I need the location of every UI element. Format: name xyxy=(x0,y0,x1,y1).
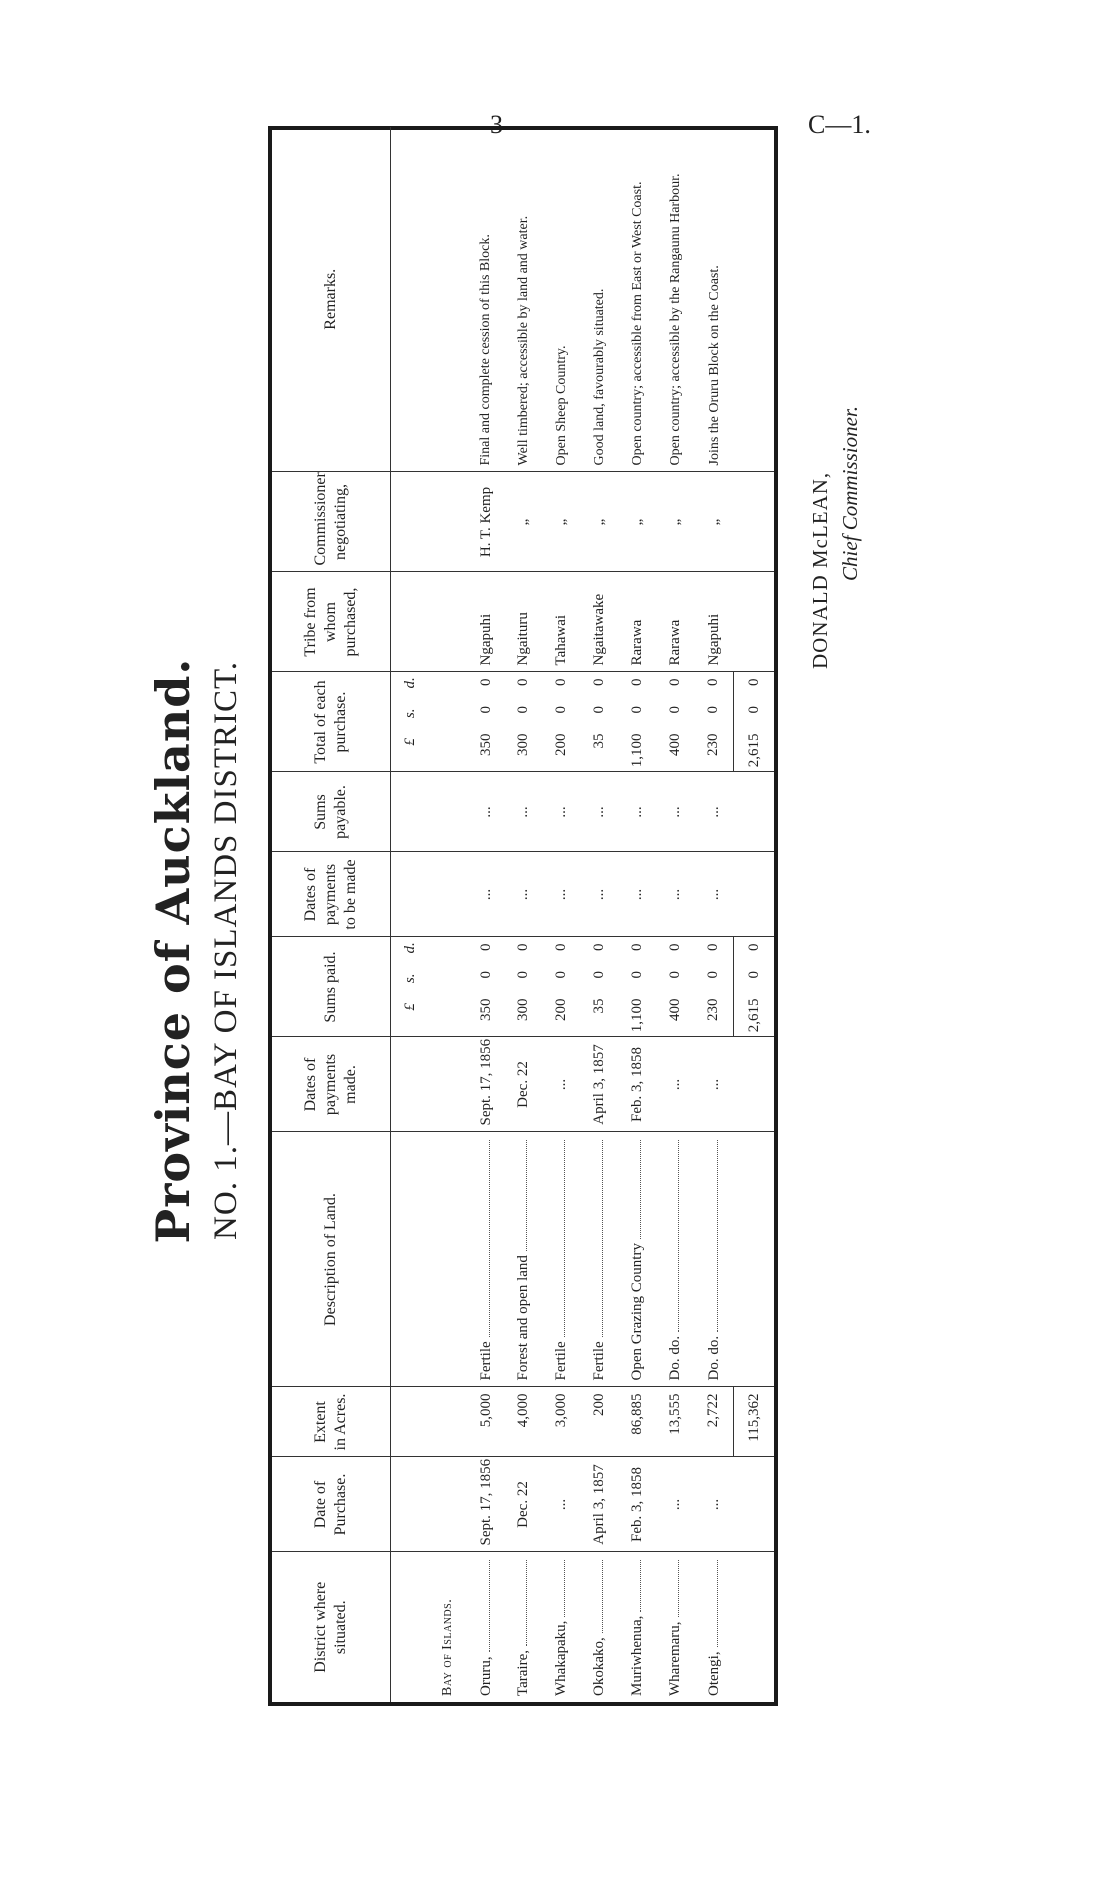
district-name: Whakapaku, xyxy=(553,1620,570,1696)
purchase-total-d: 0 xyxy=(667,678,684,686)
col-district: District where situated. xyxy=(272,1552,391,1702)
sum-payable: ... xyxy=(467,772,505,852)
tribe-name: Ngapuhi xyxy=(467,572,505,672)
purchase-date: ... xyxy=(543,1457,581,1552)
purchase-total-s: 0 xyxy=(629,706,646,714)
sum-paid-d: 0 xyxy=(553,943,570,951)
extent-acres: 5,000 xyxy=(467,1387,505,1457)
signature-name: DONALD McLEAN, xyxy=(808,471,832,669)
payment-due: ... xyxy=(505,852,543,937)
payment-date: ... xyxy=(695,1037,734,1132)
sum-paid-d: 0 xyxy=(629,943,646,951)
sum-paid: 230 xyxy=(705,998,722,1021)
col-dates-payments: Dates of payments made. xyxy=(272,1037,391,1132)
commissioner-name: „ xyxy=(657,472,695,572)
total-total-d: 0 xyxy=(745,678,762,686)
col-description: Description of Land. xyxy=(272,1132,391,1387)
sum-payable: ... xyxy=(505,772,543,852)
payment-due: ... xyxy=(581,852,619,937)
sum-paid: 200 xyxy=(553,998,570,1021)
sum-paid-s: 0 xyxy=(591,971,608,979)
sum-payable: ... xyxy=(543,772,581,852)
sum-paid: 350 xyxy=(477,998,494,1021)
sum-paid-d: 0 xyxy=(667,943,684,951)
purchase-total: 1,100 xyxy=(629,733,646,768)
total-total: 2,615 xyxy=(745,733,762,768)
page-number: 3 xyxy=(490,110,503,139)
extent-acres: 86,885 xyxy=(619,1387,657,1457)
commissioner-name: „ xyxy=(543,472,581,572)
tribe-name: Rarawa xyxy=(619,572,657,672)
total-paid-d: 0 xyxy=(745,943,762,951)
purchase-total-d: 0 xyxy=(629,678,646,686)
sum-paid-s: 0 xyxy=(667,971,684,979)
remark-text: Well timbered; accessible by land and water. xyxy=(505,127,543,472)
land-description: Forest and open land xyxy=(515,1255,532,1381)
unit-pence: d. xyxy=(401,942,418,954)
commissioner-name: „ xyxy=(695,472,734,572)
payment-date: Dec. 22 xyxy=(505,1037,543,1132)
purchase-date: Sept. 17, 1856 xyxy=(467,1457,505,1552)
totals-row xyxy=(734,127,775,1702)
land-description: Do. do. xyxy=(705,1335,722,1381)
purchase-total: 350 xyxy=(477,733,494,756)
col-remarks: Remarks. xyxy=(272,127,391,472)
remark-text: Open country; accessible by the Rangaunu Harbour. xyxy=(657,127,695,472)
remark-text: Final and complete cession of this Block. xyxy=(467,127,505,472)
remark-text: Joins the Oruru Block on the Coast. xyxy=(695,127,734,472)
payment-date: ... xyxy=(657,1037,695,1132)
district-title: NO. 1.—BAY OF ISLANDS DISTRICT. xyxy=(208,661,244,1240)
col-dates-due: Dates of payments to be made xyxy=(272,852,391,937)
district-name: Wharemaru, xyxy=(667,1621,684,1696)
total-total-s: 0 xyxy=(745,706,762,714)
remark-text: Open country; accessible from East or West Coast. xyxy=(619,127,657,472)
purchase-total-d: 0 xyxy=(553,678,570,686)
unit-shillings: s. xyxy=(401,708,418,719)
sum-paid-s: 0 xyxy=(705,971,722,979)
col-sums-payable: Sums payable. xyxy=(272,772,391,852)
extent-acres: 13,555 xyxy=(657,1387,695,1457)
purchase-total: 400 xyxy=(667,733,684,756)
sum-paid: 300 xyxy=(515,998,532,1021)
col-total: Total of each purchase. xyxy=(272,672,391,772)
sum-paid-d: 0 xyxy=(477,943,494,951)
table-row xyxy=(467,127,505,1702)
land-description: Fertile xyxy=(591,1341,608,1381)
purchase-total-s: 0 xyxy=(667,706,684,714)
purchase-total-d: 0 xyxy=(705,678,722,686)
table-row xyxy=(581,127,619,1702)
col-sums-paid: Sums paid. xyxy=(272,937,391,1037)
total-extent: 115,362 xyxy=(734,1387,775,1457)
purchase-date: Feb. 3, 1858 xyxy=(619,1457,657,1552)
extent-acres: 4,000 xyxy=(505,1387,543,1457)
purchase-total-s: 0 xyxy=(477,706,494,714)
purchase-total: 230 xyxy=(705,733,722,756)
sum-payable: ... xyxy=(657,772,695,852)
commissioner-name: H. T. Kemp xyxy=(467,472,505,572)
purchase-total-s: 0 xyxy=(515,706,532,714)
units-row xyxy=(391,127,430,1702)
district-name: Oruru, xyxy=(477,1656,494,1696)
land-description: Do. do. xyxy=(667,1335,684,1381)
table-row xyxy=(695,127,734,1702)
unit-pounds: £ xyxy=(401,738,418,746)
land-description: Fertile xyxy=(477,1341,494,1381)
payment-date: ... xyxy=(543,1037,581,1132)
sum-paid-d: 0 xyxy=(591,943,608,951)
total-paid-s: 0 xyxy=(745,971,762,979)
purchase-total-d: 0 xyxy=(591,678,608,686)
sum-paid-d: 0 xyxy=(705,943,722,951)
payment-due: ... xyxy=(695,852,734,937)
sum-paid-s: 0 xyxy=(629,971,646,979)
tribe-name: Ngaitawake xyxy=(581,572,619,672)
district-name: Otengi, xyxy=(705,1651,722,1696)
col-extent: Extent in Acres. xyxy=(272,1387,391,1457)
payment-date: Feb. 3, 1858 xyxy=(619,1037,657,1132)
tribe-name: Tahawai xyxy=(543,572,581,672)
land-description: Fertile xyxy=(553,1341,570,1381)
sum-paid-s: 0 xyxy=(553,971,570,979)
purchase-table-frame xyxy=(268,126,778,1706)
tribe-name: Ngaituru xyxy=(505,572,543,672)
district-name: Taraire, xyxy=(515,1650,532,1696)
unit-pence: d. xyxy=(401,677,418,689)
table-body xyxy=(391,127,734,1702)
sum-payable: ... xyxy=(695,772,734,852)
sum-payable: ... xyxy=(581,772,619,852)
table-row xyxy=(619,127,657,1702)
col-tribe: Tribe from whom purchased, xyxy=(272,572,391,672)
purchase-total: 200 xyxy=(553,733,570,756)
sum-paid-s: 0 xyxy=(477,971,494,979)
extent-acres: 200 xyxy=(581,1387,619,1457)
table-row xyxy=(657,127,695,1702)
purchase-date: ... xyxy=(657,1457,695,1552)
commissioner-name: „ xyxy=(581,472,619,572)
remark-text: Good land, favourably situated. xyxy=(581,127,619,472)
purchase-total: 35 xyxy=(591,733,608,749)
payment-due: ... xyxy=(543,852,581,937)
unit-shillings: s. xyxy=(401,973,418,984)
header-row xyxy=(272,127,391,1702)
purchase-total-s: 0 xyxy=(553,706,570,714)
section-row xyxy=(429,127,467,1702)
commissioner-name: „ xyxy=(505,472,543,572)
district-name: Muriwhenua, xyxy=(629,1615,646,1696)
purchase-date: April 3, 1857 xyxy=(581,1457,619,1552)
col-commissioner: Commissioner negotiating, xyxy=(272,472,391,572)
payment-due: ... xyxy=(467,852,505,937)
sum-paid: 400 xyxy=(667,998,684,1021)
sum-paid-d: 0 xyxy=(515,943,532,951)
col-date-purchase: Date of Purchase. xyxy=(272,1457,391,1552)
purchase-table xyxy=(272,127,774,1702)
section-label: Bay of Islands. xyxy=(440,1598,456,1696)
total-paid: 2,615 xyxy=(745,998,762,1033)
extent-acres: 3,000 xyxy=(543,1387,581,1457)
purchase-total-d: 0 xyxy=(477,678,494,686)
purchase-total-s: 0 xyxy=(591,706,608,714)
purchase-date: ... xyxy=(695,1457,734,1552)
sum-paid: 35 xyxy=(591,998,608,1014)
payment-due: ... xyxy=(619,852,657,937)
remark-text: Open Sheep Country. xyxy=(543,127,581,472)
land-description: Open Grazing Country xyxy=(629,1243,646,1381)
commissioner-name: „ xyxy=(619,472,657,572)
unit-pounds: £ xyxy=(401,1003,418,1011)
sum-paid-s: 0 xyxy=(515,971,532,979)
district-name: Okokako, xyxy=(591,1637,608,1696)
purchase-total-s: 0 xyxy=(705,706,722,714)
purchase-total-d: 0 xyxy=(515,678,532,686)
payment-date: Sept. 17, 1856 xyxy=(467,1037,505,1132)
purchase-total: 300 xyxy=(515,733,532,756)
extent-acres: 2,722 xyxy=(695,1387,734,1457)
payment-due: ... xyxy=(657,852,695,937)
tribe-name: Rarawa xyxy=(657,572,695,672)
table-row xyxy=(505,127,543,1702)
signature-title: Chief Commissioner. xyxy=(838,405,862,581)
province-title: Province of Auckland. xyxy=(146,657,200,1244)
sum-paid: 1,100 xyxy=(629,998,646,1033)
tribe-name: Ngapuhi xyxy=(695,572,734,672)
payment-date: April 3, 1857 xyxy=(581,1037,619,1132)
sum-payable: ... xyxy=(619,772,657,852)
document-code: C—1. xyxy=(808,110,871,139)
purchase-date: Dec. 22 xyxy=(505,1457,543,1552)
table-row xyxy=(543,127,581,1702)
